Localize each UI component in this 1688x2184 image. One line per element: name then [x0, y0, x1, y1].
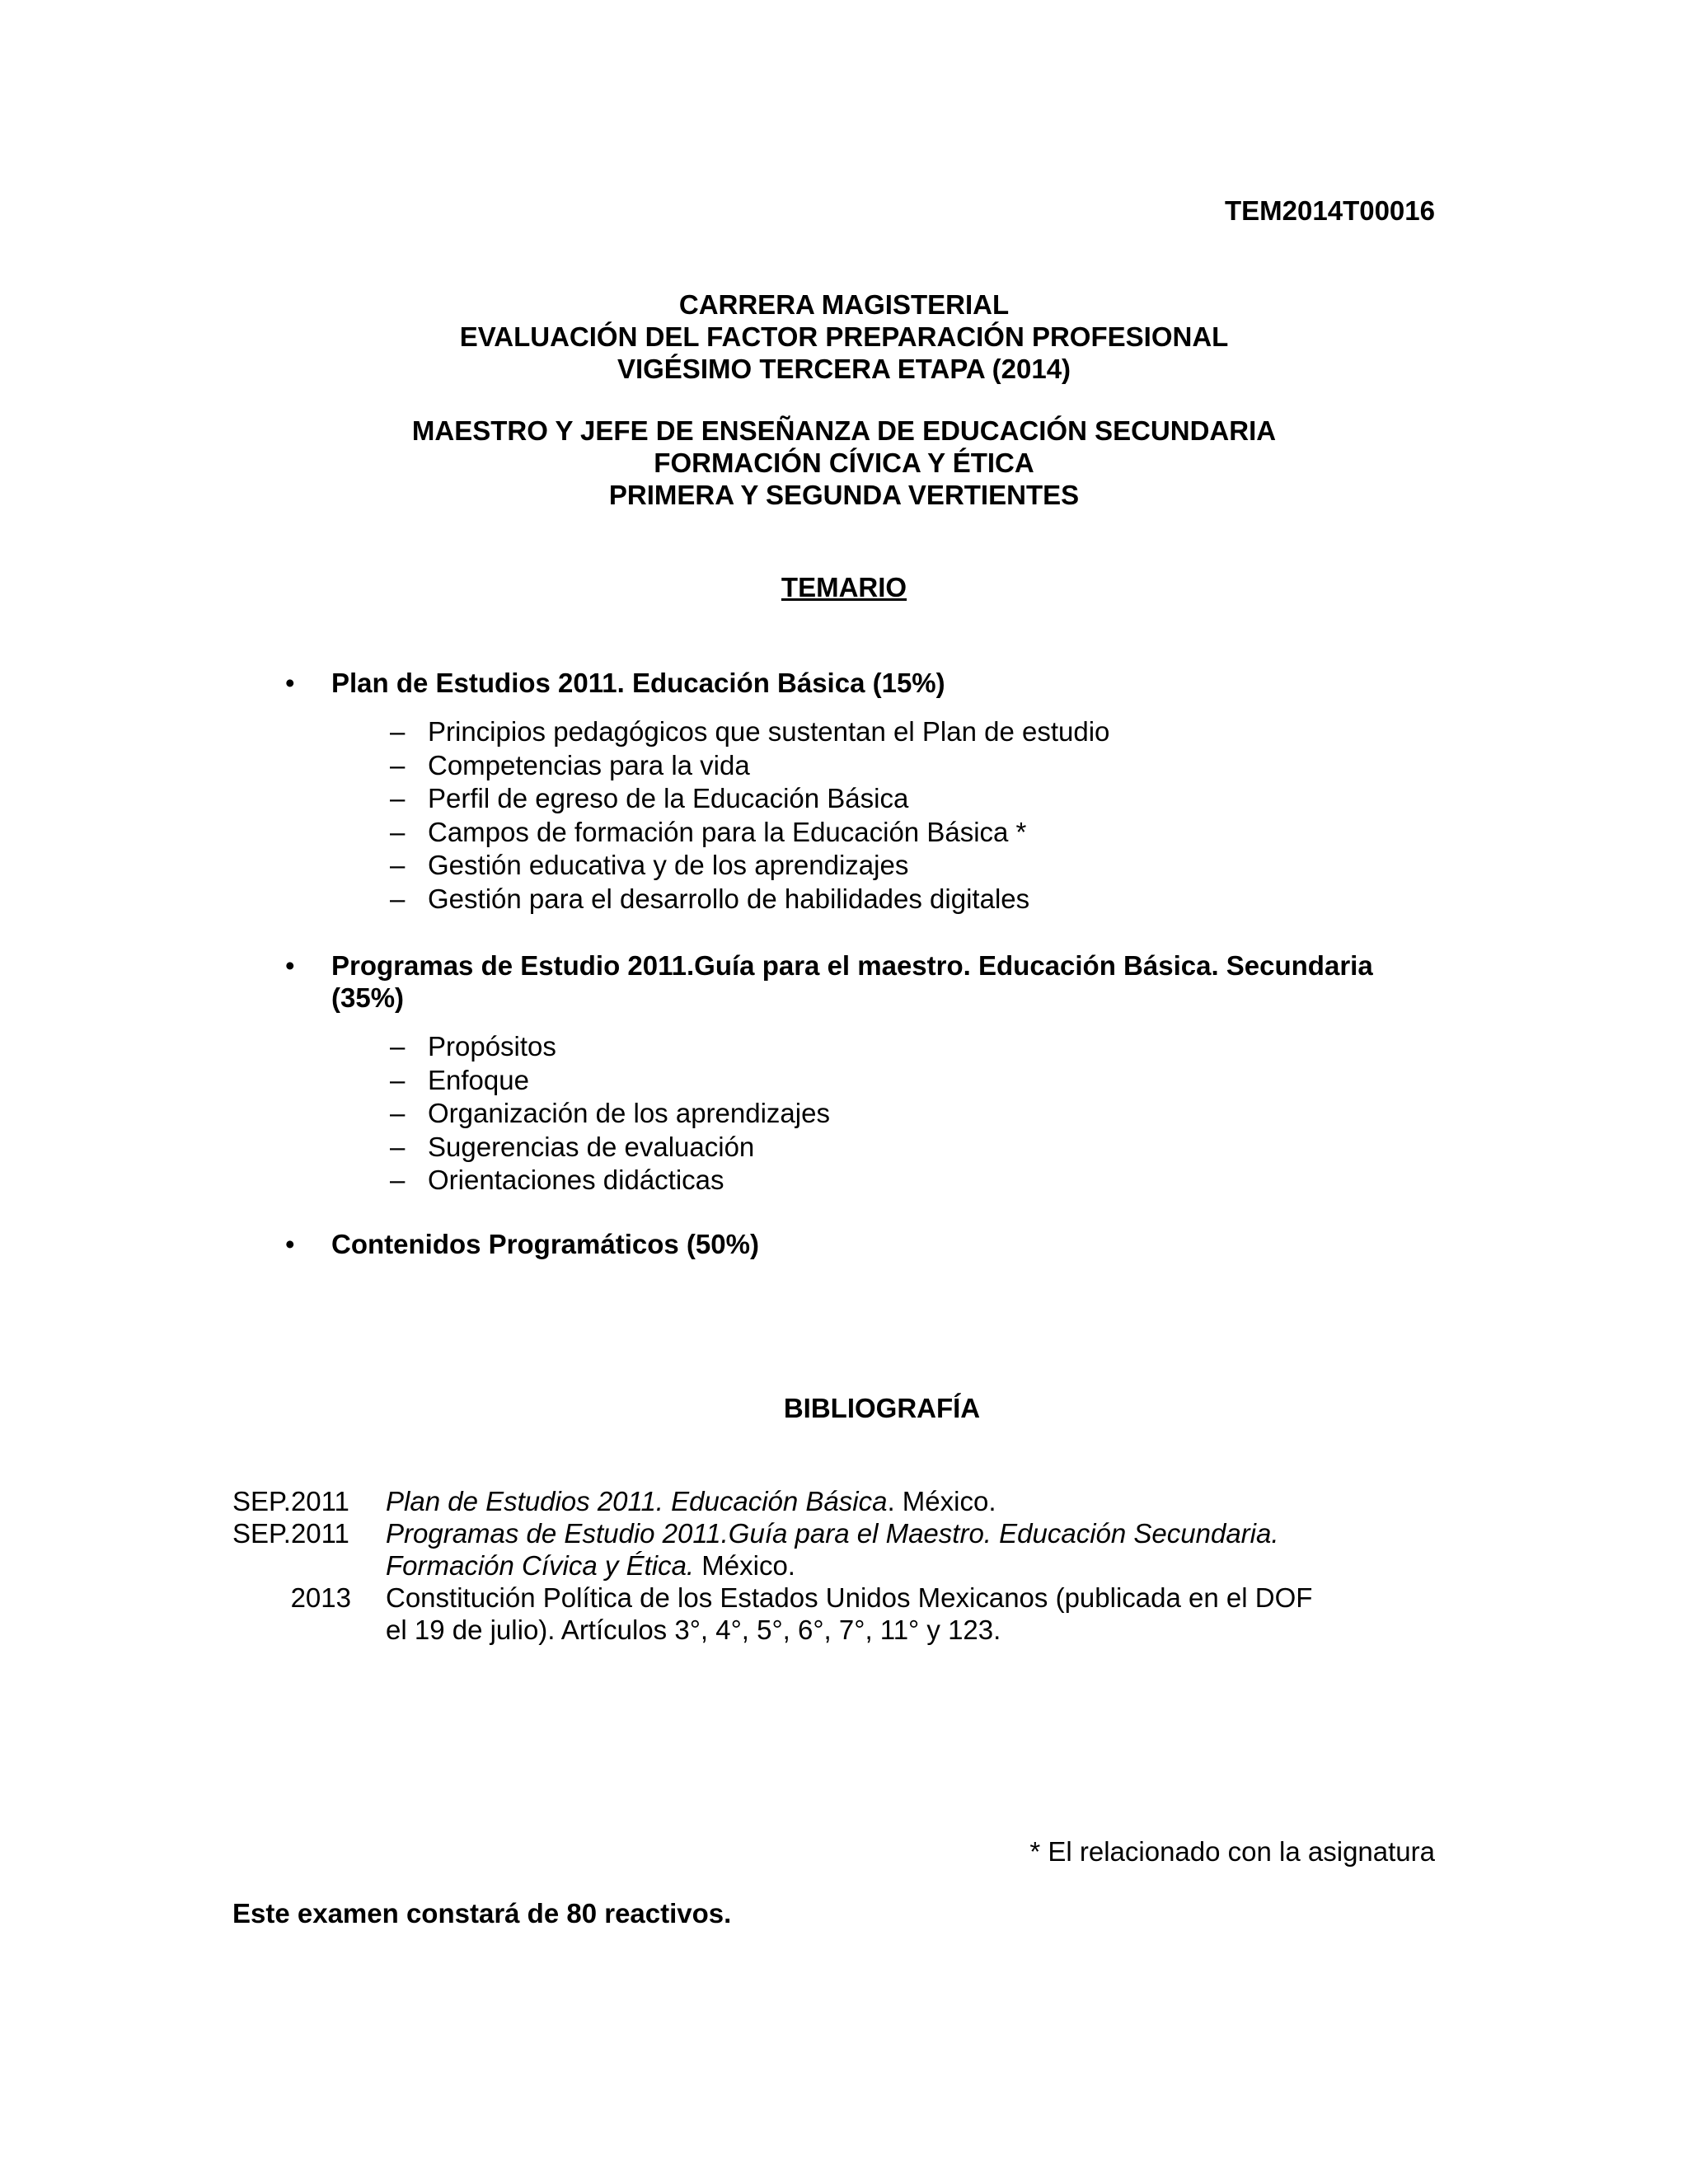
- bibliography-entry: [232, 1582, 1457, 1646]
- topic-subitems: [279, 715, 1452, 916]
- header-line-evaluation: EVALUACIÓN DEL FACTOR PREPARACIÓN PROFESIONAL: [459, 321, 1229, 352]
- dash-icon: –: [390, 1064, 406, 1095]
- dash-icon: –: [390, 883, 406, 914]
- subheader-line-role: MAESTRO Y JEFE DE ENSEÑANZA DE EDUCACIÓN SECUNDARIA: [411, 415, 1277, 446]
- bullet-icon: •: [285, 950, 295, 981]
- dash-icon: –: [390, 749, 406, 780]
- subheader-line-vertientes: PRIMERA Y SEGUNDA VERTIENTES: [608, 480, 1080, 510]
- bullet-icon: •: [285, 1229, 295, 1259]
- list-item: – Competencias para la vida: [390, 749, 750, 780]
- document-subheader: [0, 415, 1688, 511]
- document-header: [0, 288, 1688, 385]
- list-item: – Sugerencias de evaluación: [390, 1131, 755, 1162]
- dash-icon: –: [390, 816, 406, 847]
- bibliography-entry: SEP.2011 Programas de Estudio 2011.Guía para el Maestro. Educación Secundaria. Formación Cívica y Ética. México.: [232, 1517, 1457, 1582]
- bibliography-year: SEP.2011: [232, 1486, 349, 1516]
- footnote: * El relacionado con la asignatura: [1029, 1836, 1435, 1867]
- dash-icon: –: [390, 850, 406, 880]
- topic-title: Programas de Estudio 2011.Guía para el maestro. Educación Básica. Secundaria (35%): [331, 950, 1373, 1013]
- bibliography-text: Constitución Política de los Estados Unidos Mexicanos (publicada en el DOF: [386, 1582, 1313, 1613]
- topic-contenidos: [279, 1228, 1452, 1260]
- bibliography-list: [232, 1485, 1457, 1646]
- list-item: – Gestión educativa y de los aprendizajes: [390, 850, 909, 880]
- topic-plan-estudios: [279, 667, 1452, 916]
- dash-icon: –: [390, 1098, 406, 1128]
- bibliography-title-italic: Formación Cívica y Ética.: [386, 1550, 695, 1581]
- list-item: – Organización de los aprendizajes: [390, 1098, 830, 1128]
- dash-icon: –: [390, 1165, 406, 1195]
- list-item: – Perfil de egreso de la Educación Básica: [390, 783, 909, 813]
- header-line-stage: VIGÉSIMO TERCERA ETAPA (2014): [617, 354, 1071, 384]
- bibliography-text: el 19 de julio). Artículos 3°, 4°, 5°, 6°, 7°, 11° y 123.: [386, 1615, 1001, 1645]
- temario-title: TEMARIO: [781, 572, 907, 602]
- bibliography-title-italic: Programas de Estudio 2011.Guía para el Maestro. Educación Secundaria.: [386, 1518, 1279, 1549]
- list-item: – Propósitos: [390, 1031, 556, 1062]
- topic-title: Contenidos Programáticos (50%): [331, 1229, 759, 1259]
- document-code: TEM2014T00016: [1225, 195, 1435, 226]
- header-line-program: CARRERA MAGISTERIAL: [678, 289, 1010, 320]
- list-item: – Campos de formación para la Educación Básica *: [390, 816, 1027, 847]
- list-item: – Orientaciones didácticas: [390, 1165, 724, 1195]
- dash-icon: –: [390, 1131, 406, 1162]
- dash-icon: –: [390, 716, 406, 747]
- list-item: – Enfoque: [390, 1064, 529, 1095]
- bibliography-year: SEP.2011: [232, 1518, 349, 1549]
- list-item: – Gestión para el desarrollo de habilidades digitales: [390, 883, 1030, 914]
- bibliography-year: 2013: [290, 1582, 351, 1613]
- topic-title: Plan de Estudios 2011. Educación Básica (15%): [331, 668, 945, 698]
- topic-subitems: [279, 1030, 1452, 1197]
- closing-statement: Este examen constará de 80 reactivos.: [232, 1898, 732, 1929]
- bibliography-entry: SEP.2011 Plan de Estudios 2011. Educación Básica. México.: [232, 1486, 996, 1516]
- topic-programas-estudio: [279, 949, 1452, 1197]
- dash-icon: –: [390, 1031, 406, 1062]
- bibliography-title: BIBLIOGRAFÍA: [783, 1393, 981, 1423]
- bibliography-title-italic: Plan de Estudios 2011. Educación Básica: [386, 1486, 888, 1516]
- list-item: – Principios pedagógicos que sustentan el Plan de estudio: [390, 716, 1110, 747]
- dash-icon: –: [390, 783, 406, 813]
- subheader-line-subject: FORMACIÓN CÍVICA Y ÉTICA: [654, 448, 1034, 478]
- bullet-icon: •: [285, 668, 295, 698]
